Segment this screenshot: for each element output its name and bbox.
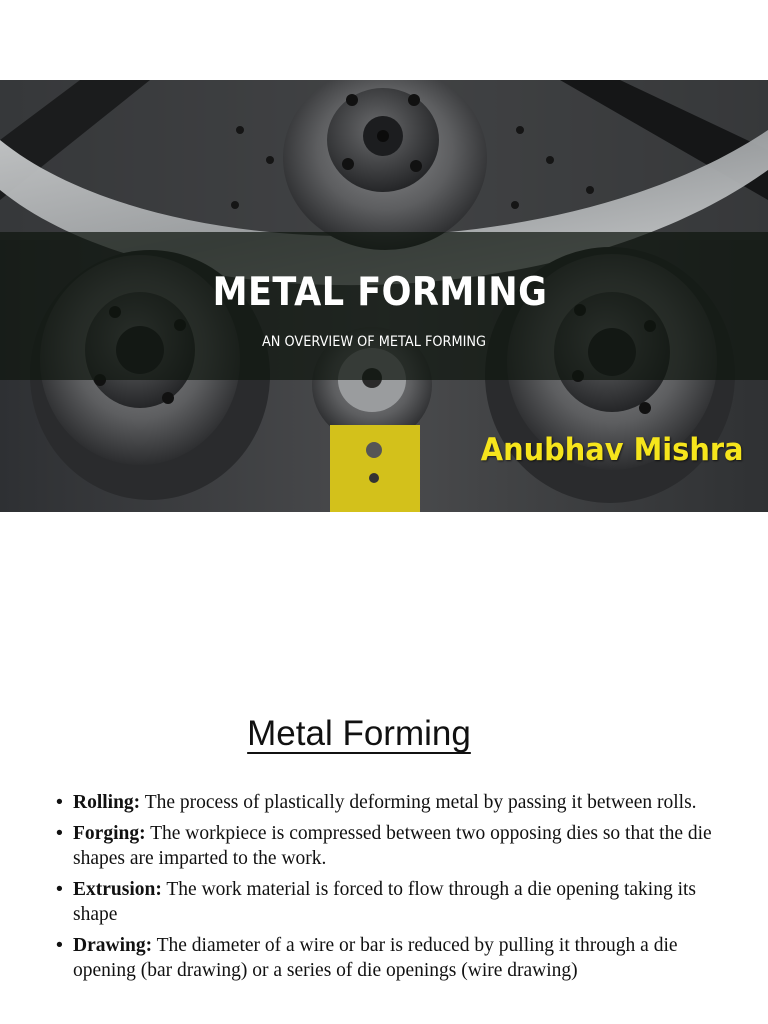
title-slide [0, 80, 768, 512]
content-slide-title: Metal Forming [247, 714, 471, 753]
bullet-text: The workpiece is compressed between two opposing dies so that the die shapes are imparted to the work. [73, 823, 712, 869]
bullet-icon: • [56, 791, 63, 813]
author-name: Anubhav Mishra [481, 432, 744, 468]
slide-subtitle: AN OVERVIEW OF METAL FORMING [261, 334, 487, 350]
bullet-term: Drawing: [73, 935, 153, 956]
bullet-item [56, 790, 716, 815]
bullet-icon: • [56, 878, 63, 900]
bullet-item [56, 933, 716, 983]
bullet-icon: • [56, 934, 63, 956]
content-slide [0, 690, 768, 1024]
slide-title: METAL FORMING [212, 270, 548, 315]
bullet-term: Forging: [73, 823, 146, 844]
bullet-text: The process of plastically deforming metal by passing it between rolls. [140, 792, 697, 813]
bullet-term: Rolling: [73, 792, 141, 813]
bullet-item [56, 821, 716, 871]
bullet-icon: • [56, 822, 63, 844]
bullet-text: The diameter of a wire or bar is reduced by pulling it through a die opening (bar drawing) or a series of die openings (wire drawing) [73, 935, 678, 981]
bullet-text: The work material is forced to flow through a die opening taking its shape [73, 879, 696, 925]
bullet-item [56, 877, 716, 927]
bullet-term: Extrusion: [73, 879, 162, 900]
bullet-list [56, 790, 716, 989]
